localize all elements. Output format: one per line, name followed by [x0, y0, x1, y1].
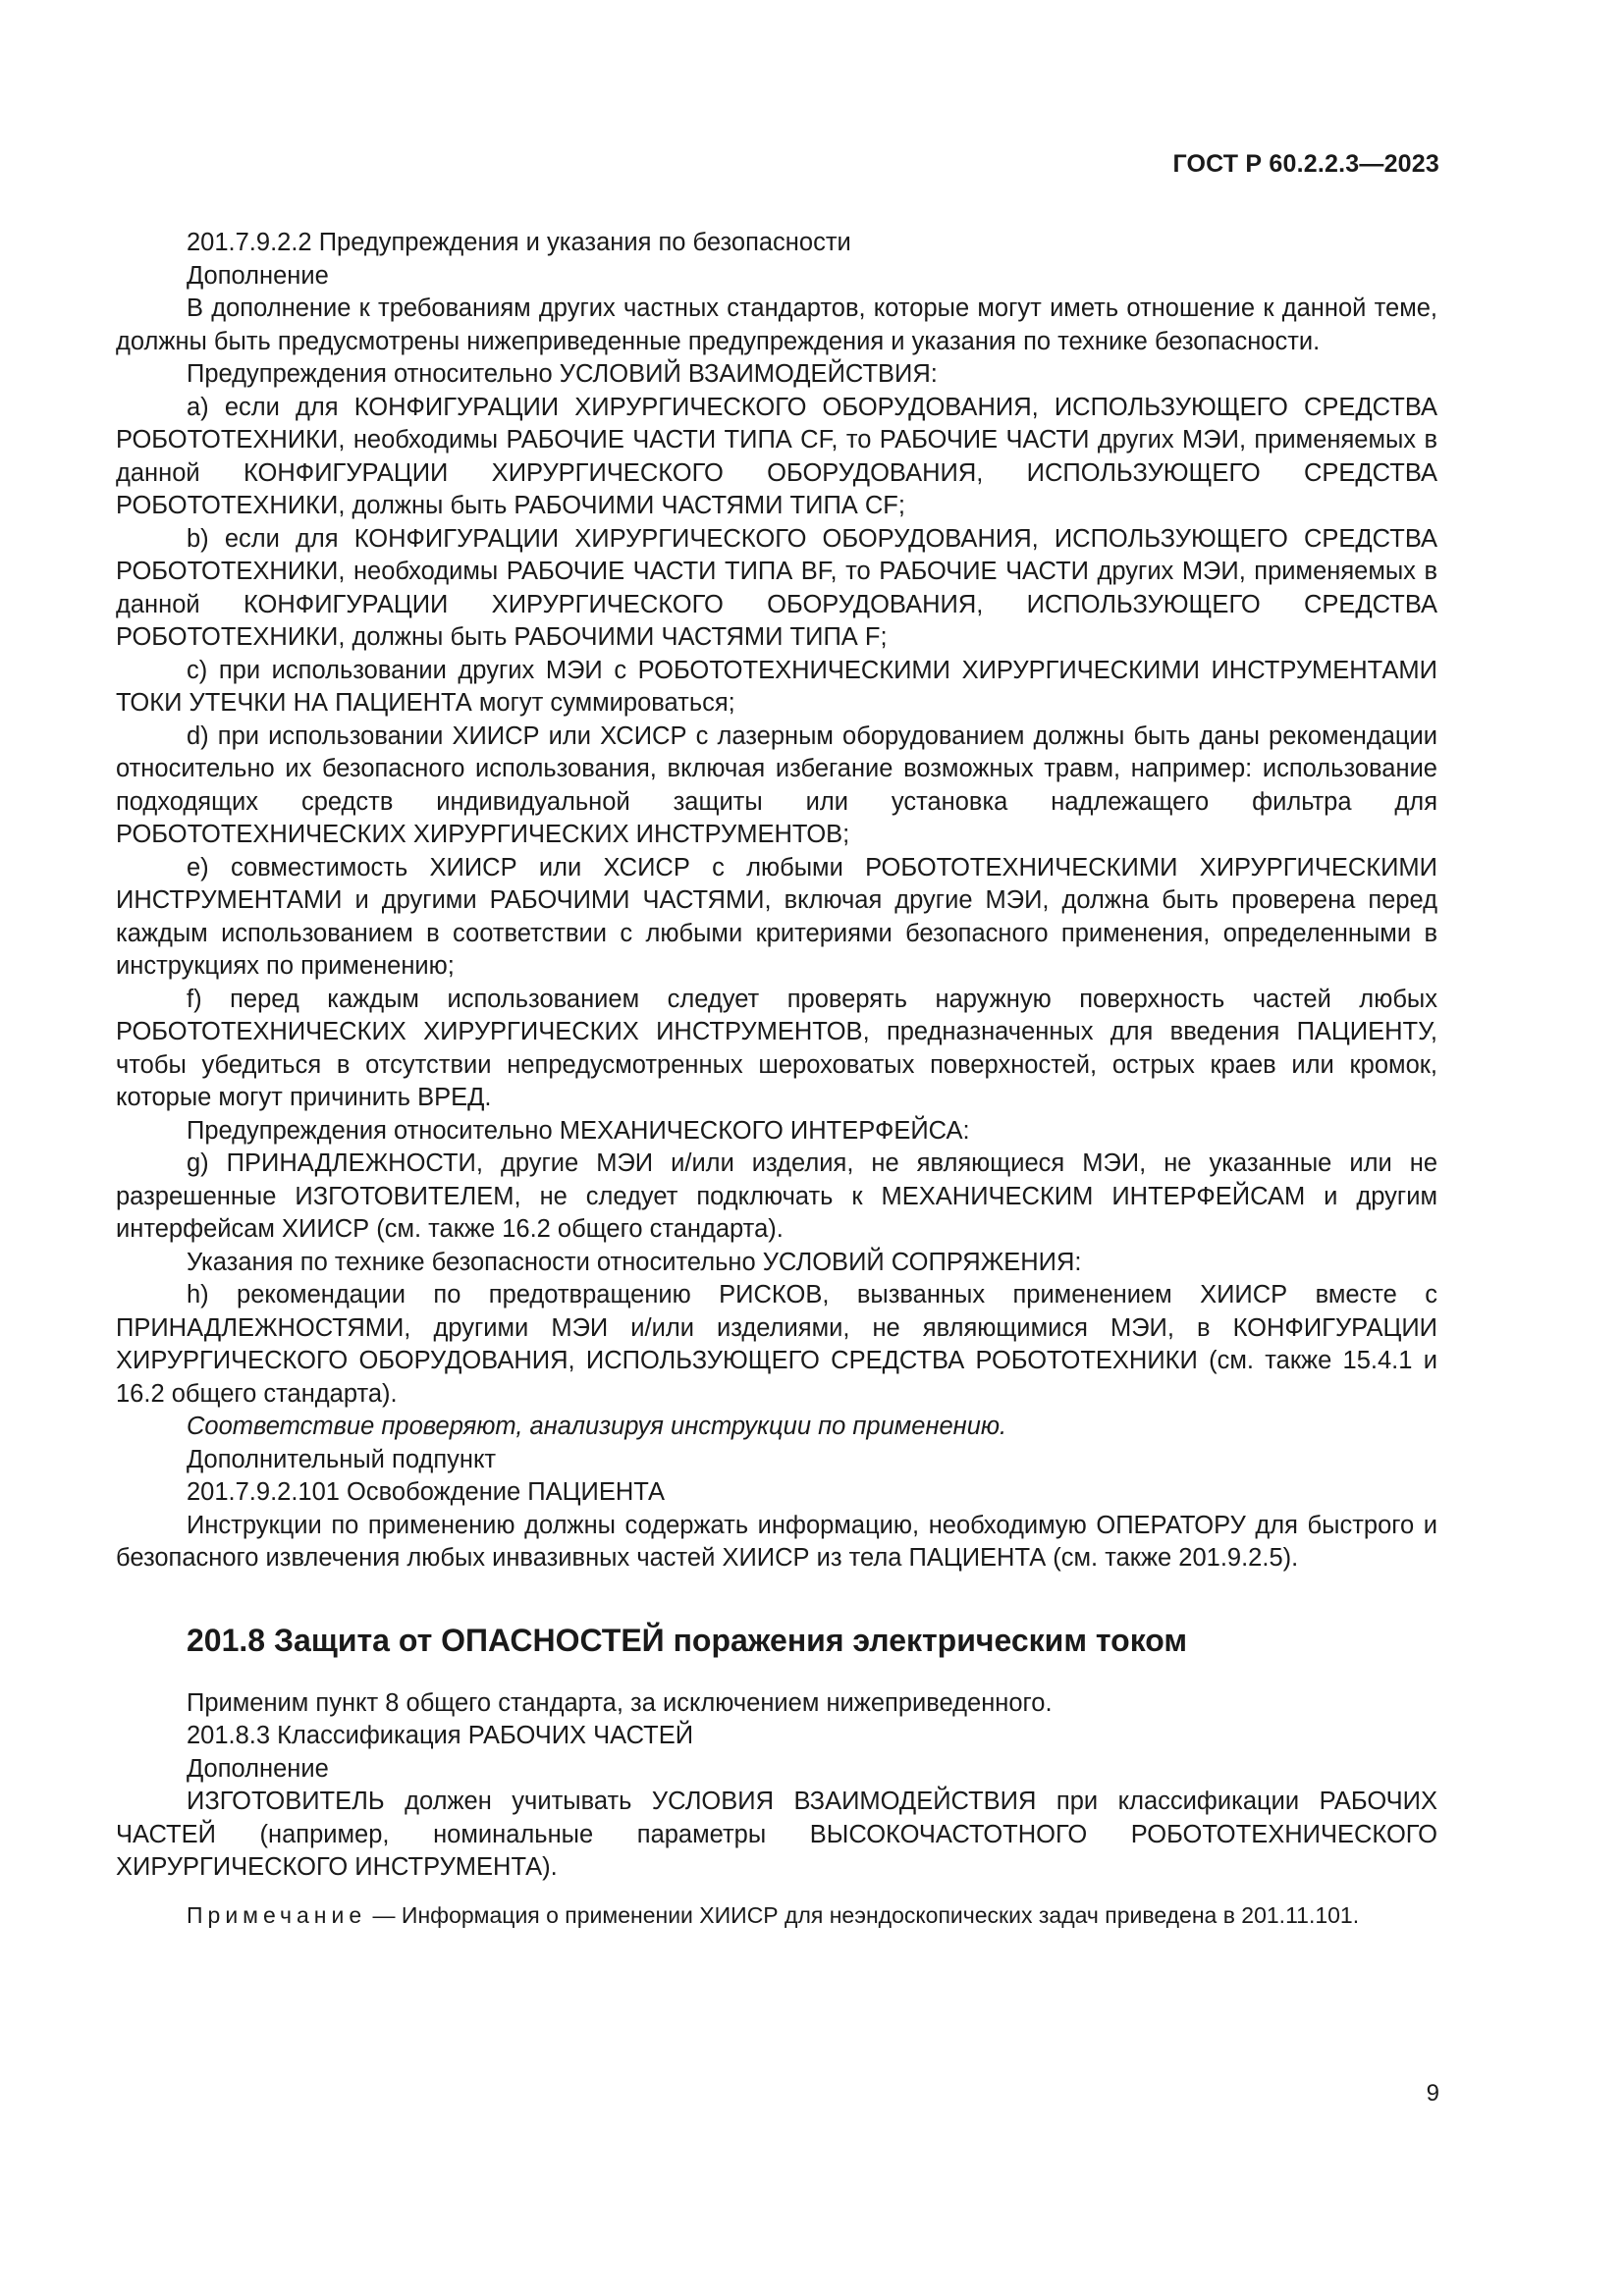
clause-title: 201.8.3 Классификация РАБОЧИХ ЧАСТЕЙ: [187, 1722, 694, 1749]
list-item: b) если для КОНФИГУРАЦИИ ХИРУРГИЧЕСКОГО ОБОРУДОВАНИЯ, ИСПОЛЬЗУЮЩЕГО СРЕДСТВА РОБОТОТЕХНИКИ, необходимы РАБОЧИЕ ЧАСТИ ТИПА BF, то РАБОЧИЕ ЧАСТИ других МЭИ, применяемых в данной КОНФИГУРАЦИИ ХИРУРГИЧЕСКОГО ОБОРУДОВАНИЯ, ИСПОЛЬЗУЮЩЕГО СРЕДСТВА РОБОТОТЕХНИКИ, должны быть РАБОЧИМИ ЧАСТЯМИ ТИПА F;: [116, 524, 1437, 651]
paragraph: Инструкции по применению должны содержать информацию, необходимую ОПЕРАТОРУ для быстрого и безопасного извлечения любых инвазивных частей ХИИСР из тела ПАЦИЕНТА (см. также 201.9.2.5).: [116, 1511, 1437, 1572]
clause-title: 201.7.9.2.2 Предупреждения и указания по безопасности: [187, 229, 851, 256]
compliance-statement: Соответствие проверяют, анализируя инструкции по применению.: [187, 1413, 1007, 1440]
document-body: [116, 227, 1437, 1931]
note-text: — Информация о применении ХИИСР для неэндоскопических задач приведена в 201.11.101.: [366, 1901, 1360, 1928]
list-item: d) при использовании ХИИСР или ХСИСР с лазерным оборудованием должны быть даны рекомендации относительно их безопасного использования, включая избегание возможных травм, например: использование подходящих средств индивидуальной защиты или установка надлежащего фильтра для РОБОТОТЕХНИЧЕСКИХ ХИРУРГИЧЕСКИХ ИНСТРУМЕНТОВ;: [116, 721, 1437, 848]
note: [116, 1900, 1437, 1931]
paragraph: Дополнение: [187, 1754, 329, 1783]
page-number: 9: [1426, 2080, 1439, 2107]
standard-code-header: ГОСТ Р 60.2.2.3—2023: [1172, 150, 1439, 178]
section-heading: 201.8 Защита от ОПАСНОСТЕЙ поражения электрическим током: [187, 1622, 1188, 1658]
paragraph: Дополнение: [187, 261, 329, 290]
list-item: g) ПРИНАДЛЕЖНОСТИ, другие МЭИ и/или изделия, не являющиеся МЭИ, не указанные или не разрешенные ИЗГОТОВИТЕЛЕМ, не следует подключать к МЕХАНИЧЕСКИМ ИНТЕРФЕЙСАМ и другим интерфейсам ХИИСР (см. также 16.2 общего стандарта).: [116, 1149, 1437, 1243]
list-item: e) совместимость ХИИСР или ХСИСР с любыми РОБОТОТЕХНИЧЕСКИМИ ХИРУРГИЧЕСКИМИ ИНСТРУМЕНТАМИ и другими РАБОЧИМИ ЧАСТЯМИ, включая другие МЭИ, должна быть проверена перед каждым использованием в соответствии с любыми критериями безопасного применения, определенными в инструкциях по применению;: [116, 853, 1437, 980]
paragraph: Предупреждения относительно МЕХАНИЧЕСКОГО ИНТЕРФЕЙСА:: [187, 1116, 970, 1145]
paragraph: Дополнительный подпункт: [187, 1445, 497, 1473]
list-item: a) если для КОНФИГУРАЦИИ ХИРУРГИЧЕСКОГО ОБОРУДОВАНИЯ, ИСПОЛЬЗУЮЩЕГО СРЕДСТВА РОБОТОТЕХНИКИ, необходимы РАБОЧИЕ ЧАСТИ ТИПА CF, то РАБОЧИЕ ЧАСТИ других МЭИ, применяемых в данной КОНФИГУРАЦИИ ХИРУРГИЧЕСКОГО ОБОРУДОВАНИЯ, ИСПОЛЬЗУЮЩЕГО СРЕДСТВА РОБОТОТЕХНИКИ, должны быть РАБОЧИМИ ЧАСТЯМИ ТИПА CF;: [116, 393, 1437, 519]
list-item: c) при использовании других МЭИ с РОБОТОТЕХНИЧЕСКИМИ ХИРУРГИЧЕСКИМИ ИНСТРУМЕНТАМИ ТОКИ УТЕЧКИ НА ПАЦИЕНТА могут суммироваться;: [116, 656, 1437, 717]
paragraph: Применим пункт 8 общего стандарта, за исключением нижеприведенного.: [187, 1688, 1053, 1717]
list-item: h) рекомендации по предотвращению РИСКОВ, вызванных применением ХИИСР вместе с ПРИНАДЛЕЖНОСТЯМИ, другими МЭИ и/или изделиями, не являющимися МЭИ, в КОНФИГУРАЦИИ ХИРУРГИЧЕСКОГО ОБОРУДОВАНИЯ, ИСПОЛЬЗУЮЩЕГО СРЕДСТВА РОБОТОТЕХНИКИ (см. также 15.4.1 и 16.2 общего стандарта).: [116, 1281, 1437, 1408]
note-label: Примечание: [187, 1901, 367, 1928]
list-item: f) перед каждым использованием следует проверять наружную поверхность частей любых РОБОТОТЕХНИЧЕСКИХ ХИРУРГИЧЕСКИХ ИНСТРУМЕНТОВ, предназначенных для введения ПАЦИЕНТУ, чтобы убедиться в отсутствии непредусмотренных шероховатых поверхностей, острых краев или кромок, которые могут причинить ВРЕД.: [116, 985, 1437, 1111]
paragraph: В дополнение к требованиям других частных стандартов, которые могут иметь отношение к данной теме, должны быть предусмотрены нижеприведенные предупреждения и указания по технике безопасности.: [116, 294, 1437, 355]
clause-title: 201.7.9.2.101 Освобождение ПАЦИЕНТА: [187, 1478, 665, 1506]
paragraph: Предупреждения относительно УСЛОВИЙ ВЗАИМОДЕЙСТВИЯ:: [187, 360, 938, 388]
paragraph: ИЗГОТОВИТЕЛЬ должен учитывать УСЛОВИЯ ВЗАИМОДЕЙСТВИЯ при классификации РАБОЧИХ ЧАСТЕЙ (например, номинальные параметры ВЫСОКОЧАСТОТНОГО РОБОТОТЕХНИЧЕСКОГО ХИРУРГИЧЕСКОГО ИНСТРУМЕНТА).: [116, 1788, 1437, 1881]
paragraph: Указания по технике безопасности относительно УСЛОВИЙ СОПРЯЖЕНИЯ:: [187, 1248, 1082, 1276]
